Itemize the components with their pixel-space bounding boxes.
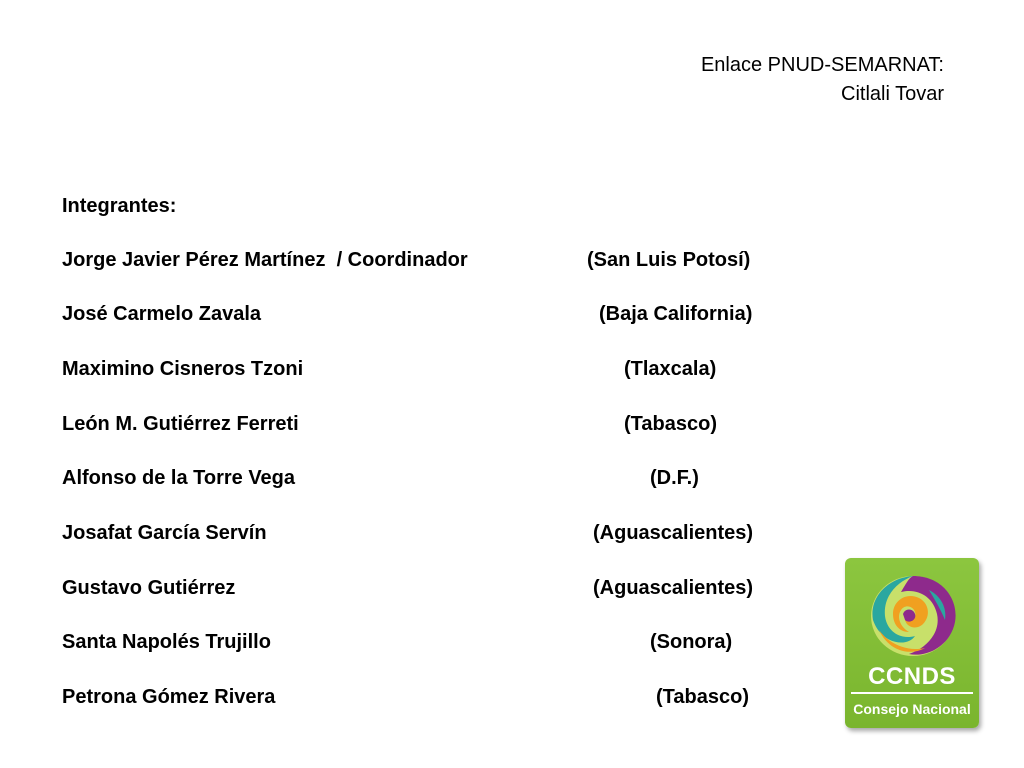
logo-subtitle: Consejo Nacional [853,701,971,717]
member-name: Santa Napolés Trujillo [62,631,271,653]
member-state: (San Luis Potosí) [587,249,751,271]
member-name: León M. Gutiérrez Ferreti [62,413,299,435]
member-name: Gustavo Gutiérrez [62,577,236,599]
member-name: José Carmelo Zavala [62,303,261,325]
enlace-header [701,51,944,109]
member-state: (Tlaxcala) [624,358,717,380]
member-state: (D.F.) [650,467,699,489]
member-name: Maximino Cisneros Tzoni [62,358,304,380]
member-name: Jorge Javier Pérez Martínez / Coordinador [62,249,468,271]
member-state: (Aguascalientes) [593,577,754,599]
enlace-title: Enlace PNUD-SEMARNAT: [700,54,944,76]
ccnds-logo [845,558,979,728]
member-state: (Sonora) [650,631,733,653]
member-name: Alfonso de la Torre Vega [62,467,296,489]
member-state: (Aguascalientes) [593,522,754,544]
member-state: (Tabasco) [624,413,717,435]
logo-acronym: CCNDS [868,663,956,690]
member-name: Josafat García Servín [62,522,267,544]
swirl-logo-icon [863,570,961,660]
member-state: (Tabasco) [656,686,749,708]
logo-divider [851,692,973,694]
section-title-integrantes: Integrantes: [62,195,177,217]
member-state: (Baja California) [599,303,753,325]
enlace-contact-name: Citlali Tovar [841,83,944,105]
member-name: Petrona Gómez Rivera [62,686,276,708]
